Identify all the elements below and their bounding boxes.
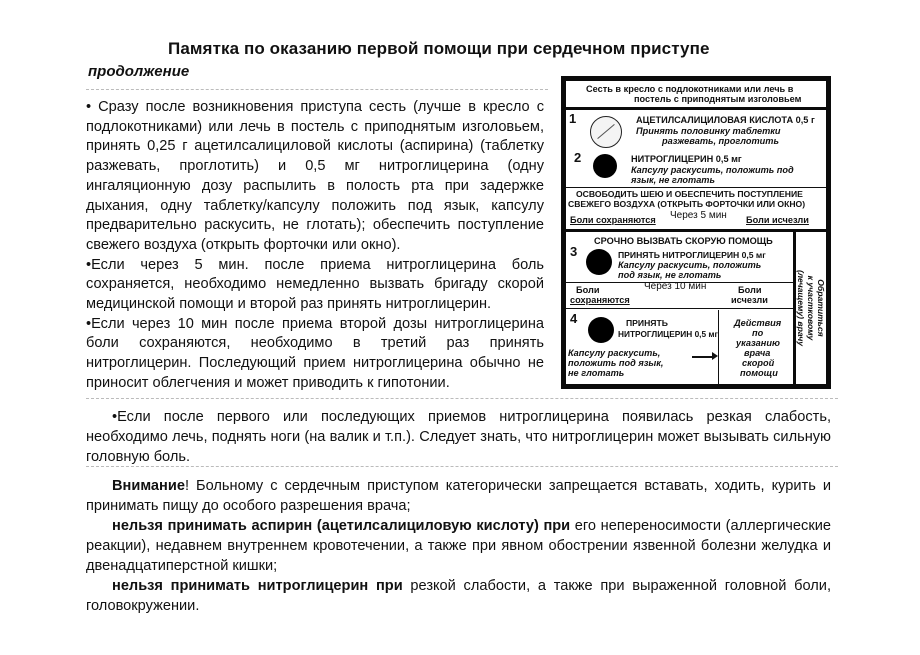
step-title: НИТРОГЛИЦЕРИН 0,5 мг bbox=[631, 154, 742, 164]
five-minute-branch bbox=[566, 212, 826, 229]
arrow-right-icon bbox=[692, 356, 714, 358]
pain-gone-label: Боли исчезли bbox=[746, 215, 809, 225]
flow-header-line: Сесть в кресло с подлокотниками или лечь в bbox=[586, 84, 794, 94]
action-text: скорой bbox=[742, 358, 775, 368]
air-instruction: ОСВОБОДИТЬ ШЕЮ И ОБЕСПЕЧИТЬ ПОСТУПЛЕНИЕ bbox=[576, 189, 803, 199]
air-instruction: СВЕЖЕГО ВОЗДУХА (ОТКРЫТЬ ФОРТОЧКИ ИЛИ ОКНО) bbox=[568, 199, 806, 209]
warning-text: ! Больному с сердечным приступом категорически запрещается вставать, ходить, курить и принимать пищу до особого разрешения врача; bbox=[86, 478, 831, 514]
page-title: Памятка по оказанию первой помощи при сердечном приступе bbox=[168, 39, 710, 58]
step-text: под язык, не глотать bbox=[618, 270, 722, 280]
divider bbox=[566, 308, 793, 309]
flow-steps-3-4-panel bbox=[566, 232, 793, 384]
step-text: Принять половинку таблетки bbox=[636, 126, 781, 136]
paragraph: •Если через 5 мин. после приема нитроглицерина боль сохраняется, необходимо немедленно вызвать бригаду скорой медицинской помощи и второй раз принять нитроглицерин. bbox=[86, 256, 544, 313]
pain-gone-label: Боли bbox=[738, 285, 762, 295]
weakness-note bbox=[86, 407, 831, 467]
call-ambulance-label: СРОЧНО ВЫЗВАТЬ СКОРУЮ ПОМОЩЬ bbox=[594, 236, 773, 246]
nitro-warning-text: резкой слабости, а также при выраженной головной боли, головокружении. bbox=[86, 578, 831, 614]
flow-steps-1-2-panel bbox=[566, 110, 826, 212]
side-text: к участковому bbox=[806, 275, 816, 341]
side-text: (лечащему) врачу bbox=[796, 269, 806, 347]
action-text: Действия bbox=[734, 318, 782, 328]
step-text: не глотать bbox=[568, 368, 625, 378]
first-aid-flowchart bbox=[561, 76, 831, 389]
step-number: 2 bbox=[574, 150, 582, 165]
divider bbox=[86, 89, 548, 90]
consult-doctor-panel bbox=[796, 232, 826, 384]
step-text: Капсулу раскусить, bbox=[568, 348, 661, 358]
action-text: указанию bbox=[736, 338, 780, 348]
pain-persists-label: Боли bbox=[576, 285, 600, 295]
action-text: врача bbox=[744, 348, 771, 358]
step-number: 1 bbox=[569, 111, 577, 126]
divider bbox=[718, 310, 719, 384]
paragraph: •Если после первого или последующих приемов нитроглицерина появилась резкая слабость, необходимо лечь, поднять ноги (на валик и т.п.). Следует знать, что нитроглицерин может вызывать сильную головную боль. bbox=[86, 409, 831, 465]
divider bbox=[86, 466, 838, 467]
step-title: ПРИНЯТЬ bbox=[626, 318, 668, 328]
step-text: Капсулу раскусить, положить bbox=[618, 260, 762, 270]
page-subtitle: продолжение bbox=[88, 63, 190, 80]
divider bbox=[86, 398, 838, 399]
flow-header-line: постель с приподнятым изголовьем bbox=[634, 94, 802, 104]
aspirin-warning-text: его непереносимости (аллергические реакции), недавнем внутреннем кровотечении, а также при явном обострении язвенной болезни желудка и двенадцатиперстной кишки; bbox=[86, 518, 831, 574]
step-text: разжевать, проглотить bbox=[662, 136, 779, 146]
capsule-icon bbox=[593, 154, 617, 178]
pain-persists-label: Боли сохраняются bbox=[570, 215, 656, 225]
aspirin-warning-bold: нельзя принимать аспирин (ацетилсалициловую кислоту) при bbox=[112, 518, 571, 534]
paragraph: •Если через 10 мин после приема второй дозы нитроглицерина боли сохраняются, необходимо в третий раз принять нитроглицерин. Последующий прием нитроглицерина обычно не приносит облегчения и может приводить к гипотонии. bbox=[86, 315, 544, 391]
step-number: 3 bbox=[570, 244, 578, 259]
action-text: помощи bbox=[740, 368, 778, 378]
paragraph: • Сразу после возникновения приступа сесть (лучше в кресло с подлокотниками) или лечь в постель с приподнятым изголовьем, принять 0,25 г ацетилсалициловой кислоты (аспирина) (таблетку разжевать, проглотить) и 0,5 мг нитроглицерина (одну ингаляционную дозу распылить в полость рта при задержке дыхания, одну таблетку/капсулу положить под язык, капсулу предварительно раскусить, не глотать); обеспечить поступление свежего воздуха (открыть форточки или окно). bbox=[86, 99, 544, 253]
pain-gone-label: исчезли bbox=[731, 295, 768, 305]
arrow-head bbox=[712, 352, 718, 360]
step-text: язык, не глотать bbox=[631, 175, 715, 185]
warning-block bbox=[86, 476, 831, 616]
action-text: по bbox=[752, 328, 764, 338]
step-title: ПРИНЯТЬ НИТРОГЛИЦЕРИН 0,5 мг bbox=[618, 250, 766, 260]
timer-label: Через 10 мин bbox=[644, 281, 707, 292]
step-title: АЦЕТИЛСАЛИЦИЛОВАЯ КИСЛОТА 0,5 г bbox=[636, 115, 815, 125]
timer-label: Через 5 мин bbox=[670, 210, 727, 221]
divider bbox=[566, 187, 826, 188]
step-text: положить под язык, bbox=[568, 358, 664, 368]
warning-lead: Внимание bbox=[112, 478, 185, 494]
step-text: Капсулу раскусить, положить под bbox=[631, 165, 794, 175]
flow-header-panel bbox=[566, 81, 826, 107]
step-title: НИТРОГЛИЦЕРИН 0,5 мг bbox=[618, 329, 719, 339]
instructions-column bbox=[86, 98, 544, 394]
capsule-icon bbox=[588, 317, 614, 343]
step-number: 4 bbox=[570, 311, 578, 326]
tablet-icon bbox=[590, 116, 622, 148]
pain-persists-label: сохраняются bbox=[570, 295, 630, 305]
nitro-warning-bold: нельзя принимать нитроглицерин при bbox=[112, 578, 403, 594]
side-text: Обратиться bbox=[816, 279, 826, 337]
capsule-icon bbox=[586, 249, 612, 275]
